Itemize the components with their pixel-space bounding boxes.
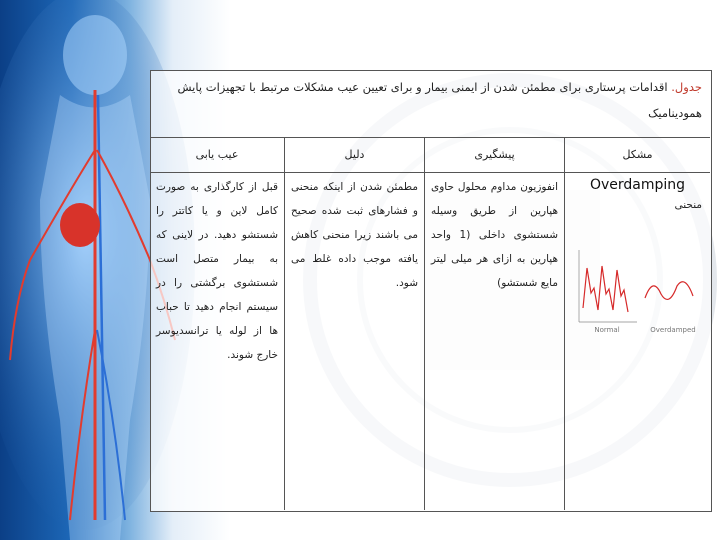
normal-label: Normal: [594, 326, 620, 334]
header-consequence: پیشگیری: [425, 138, 564, 173]
problem-subtitle: منحنی: [674, 199, 702, 211]
nursing-table: [150, 138, 710, 510]
column-solution: [150, 138, 285, 510]
normal-waveform: [583, 266, 628, 312]
solution-text: قبل از کارگذاری به صورت کامل لاین و یا کاتتر را شستشو دهید. در لاینی که به بیمار متصل است شستشوی برگشتی را در سیستم انجام دهید تا حباب ها از لوله یا ترانسدیوسر خارج شوند.: [156, 181, 278, 361]
header-reason: دلیل: [285, 138, 424, 173]
caption-text: اقدامات پرستاری برای مطمئن شدن از ایمنی بیمار و برای تعیین عیب مشکلات مرتبط با تجهیزات پایش همودینامیک: [177, 80, 702, 120]
reason-text: مطمئن شدن از اینکه منحنی و فشارهای ثبت شده صحیح می باشند زیرا منحنی کاهش یافته موجب داده غلط می شود.: [291, 181, 418, 289]
column-consequence: [425, 138, 565, 510]
column-reason: [285, 138, 425, 510]
overdamped-waveform: [645, 282, 693, 300]
column-problem: [565, 138, 710, 510]
caption-lead: جدول.: [671, 80, 702, 94]
problem-name: Overdamping: [589, 177, 686, 193]
waveform-comparison: [567, 248, 703, 338]
consequence-text: انفوزیون مداوم محلول حاوی هپارین از طریق وسیله شستشوی داخلی (1 واحد هپارین به ازای هر میلی لیتر مایع شستشو): [431, 181, 558, 289]
header-problem: مشکل: [565, 138, 710, 173]
header-solution: عیب یابی: [150, 138, 284, 173]
heart-icon: [60, 203, 100, 247]
overdamped-label: Overdamped: [650, 326, 696, 334]
table-caption: [150, 70, 710, 138]
